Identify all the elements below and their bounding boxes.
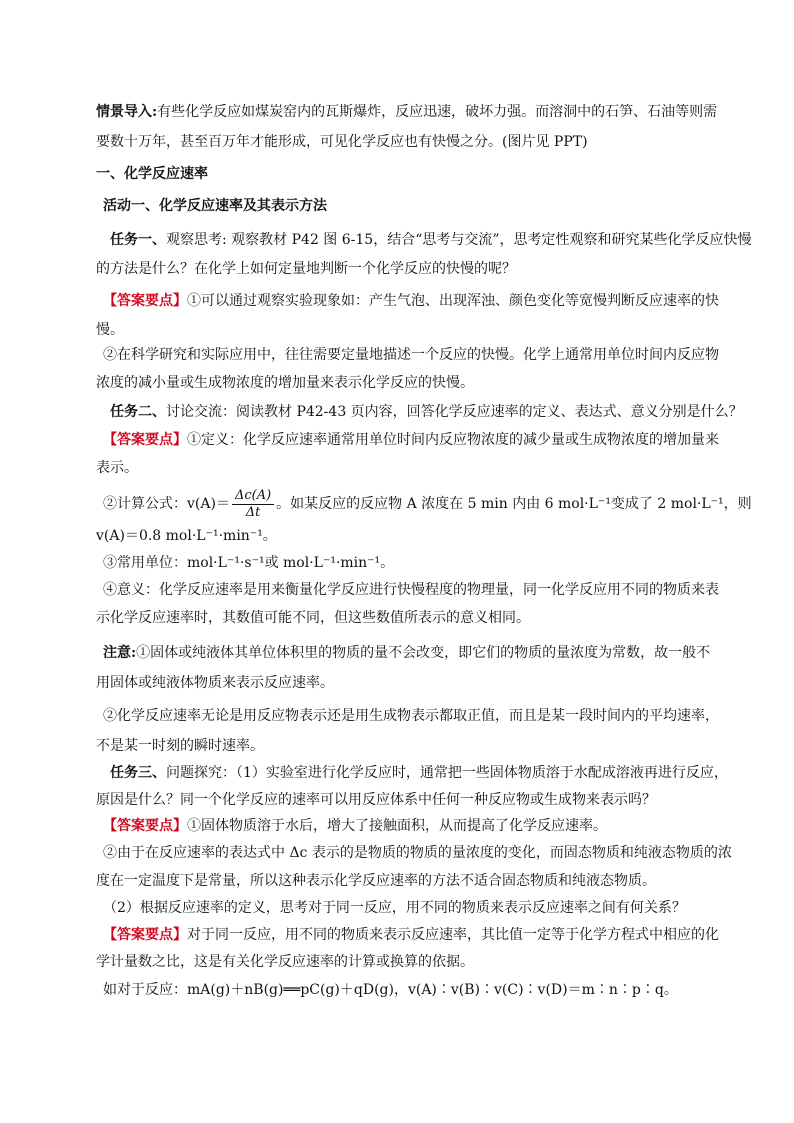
ans1-line-4: 浓度的减小量或生成物浓度的增加量来表示化学反应的快慢。 bbox=[96, 375, 474, 391]
ans4-line-3: 如对于反应：mA(g)＋nB(g)══pC(g)＋qD(g)，v(A)∶v(B)∶v(C)∶v(D)＝m∶n∶p∶q。 bbox=[103, 982, 678, 998]
note-line-4: 不是某一时刻的瞬时速率。 bbox=[96, 738, 264, 754]
ans2-line-4: ④意义：化学反应速率是用来衡量化学反应进行快慢程度的物理量，同一化学反应用不同的物质来表 bbox=[103, 582, 719, 598]
ans3-line-1 bbox=[103, 816, 607, 836]
intro-label: 情景导入: bbox=[96, 104, 158, 120]
ans1-line-1 bbox=[103, 291, 719, 311]
note-label: 注意: bbox=[103, 645, 137, 661]
formula-prefix: ②计算公式：v(A)＝ bbox=[103, 496, 230, 512]
ans4-line-2: 学计量数之比，这是有关化学反应速率的计算或换算的依据。 bbox=[96, 954, 474, 970]
task1-label: 任务一、 bbox=[110, 232, 166, 248]
intro-text-1: 有些化学反应如煤炭窑内的瓦斯爆炸，反应迅速，破坏力强。而溶洞中的石笋、石油等则需 bbox=[157, 104, 718, 120]
activity-heading: 活动一、化学反应速率及其表示方法 bbox=[103, 198, 327, 214]
task2-text-1: 讨论交流：阅读教材 P42-43 页内容，回答化学反应速率的定义、表达式、意义分别是什么？ bbox=[166, 404, 743, 420]
ans2-line-1 bbox=[103, 430, 719, 450]
note-text-1: ①固体或纯液体其单位体积里的物质的量不会改变，即它们的物质的量浓度为常数，故一般不 bbox=[136, 645, 711, 661]
intro-line-2: 要数十万年，甚至百万年才能形成，可见化学反应也有快慢之分。(图片见 PPT) bbox=[96, 134, 588, 150]
ans1-line-3: ②在科学研究和实际应用中，往往需要定量地描述一个反应的快慢。化学上通常用单位时间内反应物 bbox=[103, 347, 719, 363]
question-2: （2）根据反应速率的定义，思考对于同一反应，用不同的物质来表示反应速率之间有何关系？ bbox=[103, 900, 686, 916]
ans2-text-1: ①定义：化学反应速率通常用单位时间内反应物浓度的减少量或生成物浓度的增加量来 bbox=[187, 432, 719, 448]
answer-label: 【答案要点】 bbox=[103, 927, 187, 943]
task3-text-1: 问题探究：（1）实验室进行化学反应时，通常把一些固体物质溶于水配成溶液再进行反应， bbox=[166, 765, 728, 781]
task1-line-2: 的方法是什么？在化学上如何定量地判断一个化学反应的快慢的呢？ bbox=[96, 261, 516, 277]
rate-fraction bbox=[232, 488, 274, 521]
task1-text-1: 观察思考: 观察教材 P42 图 6-15，结合“思考与交流”，思考定性观察和研究某些化学反应快慢 bbox=[166, 232, 752, 248]
ans4-line-1 bbox=[103, 925, 719, 945]
ans1-text-1: ①可以通过观察实验现象如：产生气泡、出现浑浊、颜色变化等宽慢判断反应速率的快 bbox=[187, 293, 719, 309]
formula-suffix: 。如某反应的反应物 A 浓度在 5 min 内由 6 mol·L⁻¹变成了 2 mol·L⁻¹，则 bbox=[276, 496, 752, 512]
note-line-3: ②化学反应速率无论是用反应物表示还是用生成物表示都取正值，而且是某一段时间内的平均速率， bbox=[103, 708, 719, 724]
fraction-denominator: Δt bbox=[245, 504, 261, 520]
ans2-line-3: ③常用单位：mol·L⁻¹·s⁻¹或 mol·L⁻¹·min⁻¹。 bbox=[103, 555, 395, 571]
task2-line-1 bbox=[110, 402, 743, 422]
formula-result: v(A)＝0.8 mol·L⁻¹·min⁻¹。 bbox=[96, 528, 277, 544]
ans1-line-2: 慢。 bbox=[96, 322, 124, 338]
ans3-text-1: ①固体物质溶于水后，增大了接触面积，从而提高了化学反应速率。 bbox=[187, 818, 607, 834]
answer-label: 【答案要点】 bbox=[103, 293, 187, 309]
answer-label: 【答案要点】 bbox=[103, 432, 187, 448]
ans2-line-5: 示化学反应速率时，其数值可能不同，但这些数值所表示的意义相同。 bbox=[96, 610, 530, 626]
answer-label: 【答案要点】 bbox=[103, 818, 187, 834]
ans3-line-3: 度在一定温度下是常量，所以这种表示化学反应速率的方法不适合固态物质和纯液态物质。 bbox=[96, 873, 656, 889]
formula-line bbox=[103, 486, 752, 522]
fraction-numerator: Δc(A) bbox=[232, 488, 274, 505]
task3-line-1 bbox=[110, 763, 728, 783]
task1-line-1 bbox=[110, 230, 752, 250]
note-line-2: 用固体或纯液体物质来表示反应速率。 bbox=[96, 675, 334, 691]
task2-label: 任务二、 bbox=[110, 404, 166, 420]
task3-label: 任务三、 bbox=[110, 765, 166, 781]
note-line-1 bbox=[103, 643, 710, 663]
section-heading: 一、化学反应速率 bbox=[96, 166, 208, 182]
intro-line-1 bbox=[96, 102, 717, 122]
ans3-line-2: ②由于在反应速率的表达式中 Δc 表示的是物质的物质的量浓度的变化，而固态物质和纯液态物质的浓 bbox=[103, 845, 732, 861]
ans4-text-1: 对于同一反应，用不同的物质来表示反应速率，其比值一定等于化学方程式中相应的化 bbox=[187, 927, 719, 943]
task3-line-2: 原因是什么？同一个化学反应的速率可以用反应体系中任何一种反应物或生成物来表示吗？ bbox=[96, 792, 656, 808]
ans2-line-2: 表示。 bbox=[96, 460, 138, 476]
